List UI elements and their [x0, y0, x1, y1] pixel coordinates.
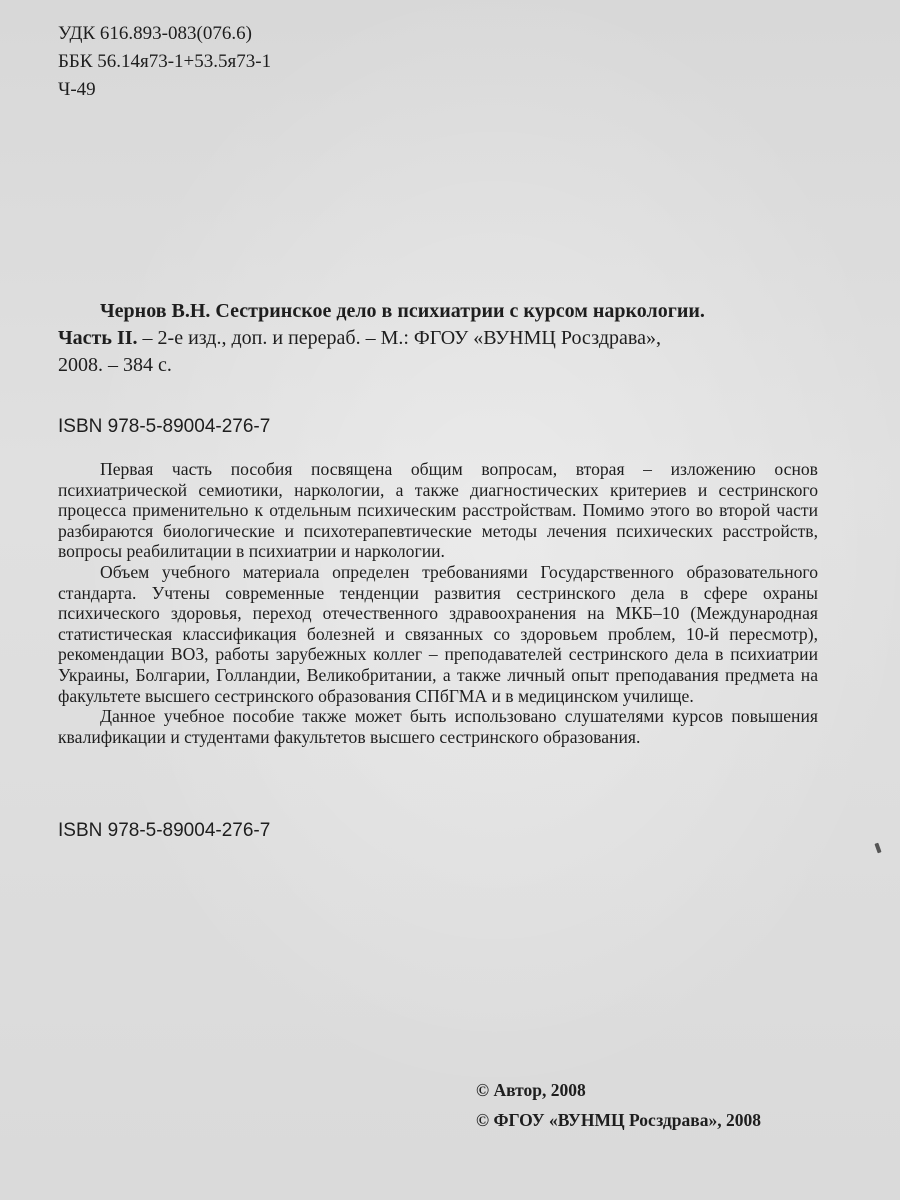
- abstract-paragraph: Данное учебное пособие также может быть использовано слушателями курсов повышения квалификации и студентами факультетов высшего сестринского образования.: [58, 706, 818, 747]
- edition-line: [58, 325, 838, 352]
- author-title-line: Чернов В.Н. Сестринское дело в психиатрии с курсом наркологии.: [100, 300, 705, 322]
- udc-code: УДК 616.893-083(076.6): [58, 23, 252, 44]
- page-edge-mark: [874, 843, 881, 854]
- copyright-author: © Автор, 2008: [476, 1080, 586, 1100]
- classification-block: [58, 20, 271, 104]
- abstract-paragraph: Объем учебного материала определен требованиями Государственного образовательного стандарта. Учтены современные тенденции развития сестринского дела в сфере охраны психического здоровья, переход отечественного здравоохранения на МКБ–10 (Международная статистическая классификация болезней и связанных со здоровьем проблем, 10-й пересмотр), рекомендации ВОЗ, работы зарубежных коллег – преподавателей сестринского дела в психиатрии Украины, Болгарии, Голландии, Великобритании, а также личный опыт преподавания предмета на факультете высшего сестринского образования СПбГМА и в медицинском училище.: [58, 561, 818, 706]
- bbk-code: ББК 56.14я73-1+53.5я73-1: [58, 51, 272, 72]
- isbn-top: ISBN 978-5-89004-276-7: [58, 416, 271, 437]
- abstract-paragraph: Первая часть пособия посвящена общим вопросам, вторая – изложению основ психиатрической семиотики, наркологии, а также диагностических критериев и сестринского процесса применительно к отдельным психическим расстройствам. Помимо этого во второй части разбираются биологические и психотерапевтические методы лечения психических расстройств, вопросы реабилитации в психиатрии и наркологии.: [58, 459, 818, 562]
- bibliographic-record: [58, 298, 838, 379]
- part-label: Часть II.: [58, 327, 138, 349]
- copyright-publisher: © ФГОУ «ВУНМЦ Росздрава», 2008: [476, 1110, 761, 1130]
- author-mark: Ч-49: [58, 79, 96, 100]
- abstract: [58, 459, 818, 747]
- year-pages: 2008. – 384 с.: [58, 354, 172, 376]
- isbn-bottom: ISBN 978-5-89004-276-7: [58, 820, 271, 841]
- edition-publisher: – 2-е изд., доп. и перераб. – М.: ФГОУ «ВУНМЦ Росздрава»,: [137, 327, 661, 349]
